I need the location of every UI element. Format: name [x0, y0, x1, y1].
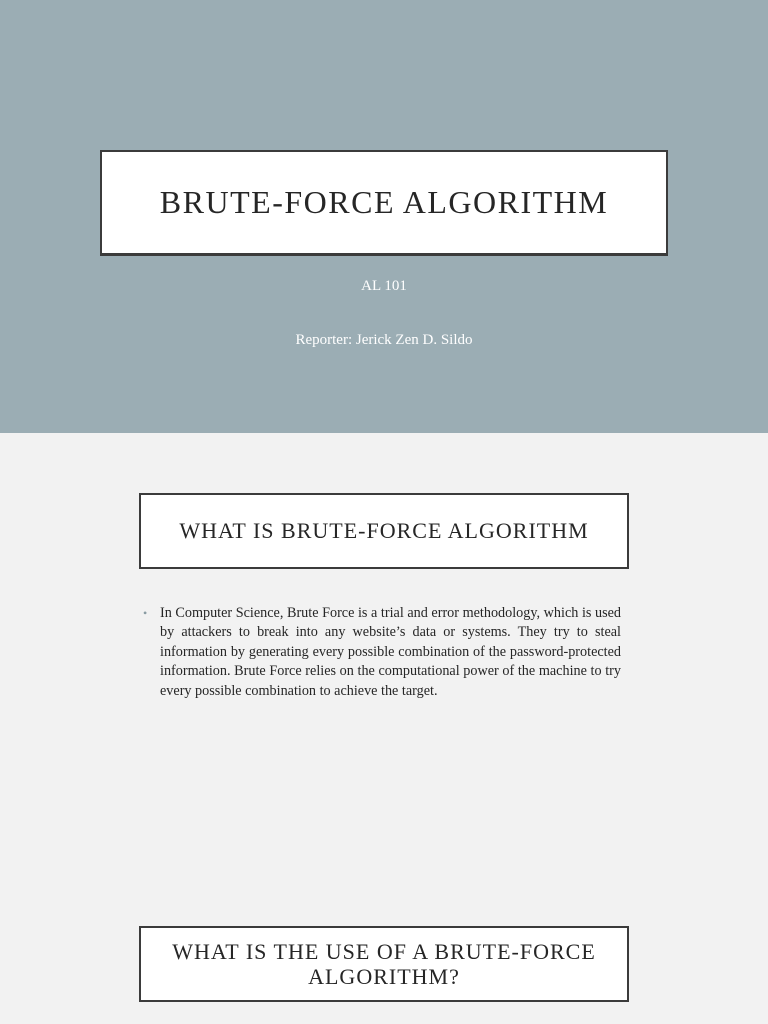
reporter-name: Reporter: Jerick Zen D. Sildo	[295, 332, 473, 348]
content-slide	[0, 433, 768, 1024]
title-slide	[0, 0, 768, 433]
title-box	[100, 150, 668, 256]
slide-title: BRUTE-FORCE ALGORITHM	[159, 184, 609, 220]
bullet-item	[143, 604, 621, 701]
bullet-text: In Computer Science, Brute Force is a trial and error methodology, which is used by attackers to break into any website’s data or systems. They try to steal information by generating every possible combination of the password-protected information. Brute Force relies on the computational power of the machine to try every possible combination to achieve the target.	[160, 605, 621, 699]
section-heading: WHAT IS BRUTE-FORCE ALGORITHM	[139, 493, 629, 569]
course-code: AL 101	[361, 278, 407, 294]
bullet-icon: •	[143, 606, 148, 620]
next-section-heading: WHAT IS THE USE OF A BRUTE-FORCE ALGORITHM?	[139, 926, 629, 1002]
